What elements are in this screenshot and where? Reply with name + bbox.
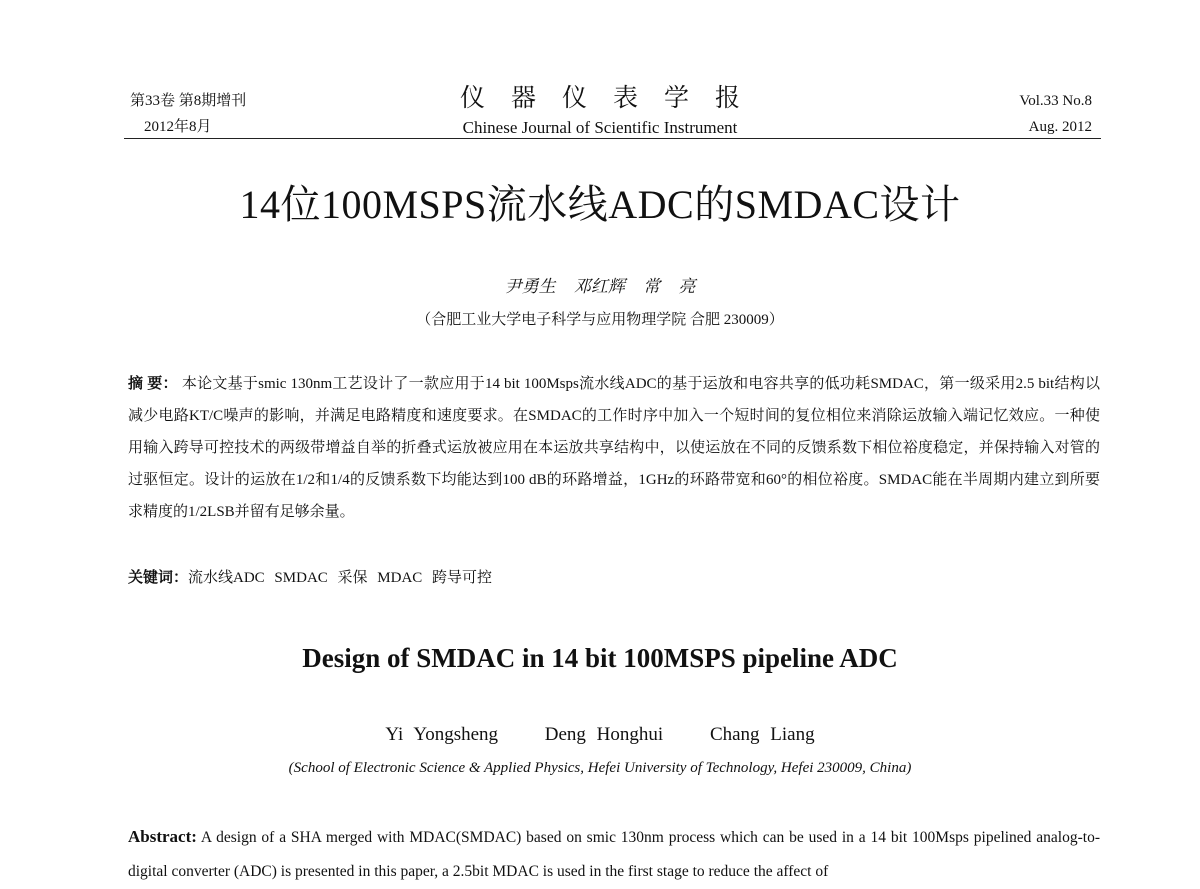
header-volume-en: Vol.33 No.8 xyxy=(1019,93,1092,109)
abstract-label-cn: 摘 要： xyxy=(128,376,178,392)
header-volume-cn: 第33卷 第8期增刊 xyxy=(130,93,247,109)
journal-title-cn: 仪器仪表学报 xyxy=(459,85,766,112)
authors-cn: 尹勇生 邓红辉 常 亮 xyxy=(504,277,696,296)
affiliation-cn: （合肥工业大学电子科学与应用物理学院 合肥 230009） xyxy=(416,312,784,328)
abstract-cn xyxy=(128,368,1100,528)
header-issue-block xyxy=(1019,88,1092,140)
abstract-text-en: A design of a SHA merged with MDAC(SMDAC) based on smic 130nm process which can be used in a 14 bit 100Msps pipelined analog-to-digital converter (ADC) is presented in this paper, a 2.5bit MDAC is used in the first stage to reduce the affect of xyxy=(128,829,1100,880)
affiliation-en: (School of Electronic Science & Applied Physics, Hefei University of Technology, Hefei 230009, China) xyxy=(288,760,912,776)
paper-title-cn: 14位100MSPS流水线ADC的SMDAC设计 xyxy=(239,182,961,227)
paper-title-en: Design of SMDAC in 14 bit 100MSPS pipeline ADC xyxy=(302,643,898,673)
abstract-label-en: Abstract: xyxy=(128,827,197,846)
abstract-en xyxy=(128,820,1100,889)
author-1: Yi Yongsheng xyxy=(385,724,499,745)
header-date-cn: 2012年8月 xyxy=(144,119,212,135)
abstract-text-cn: 本论文基于smic 130nm工艺设计了一款应用于14 bit 100Msps流水线ADC的基于运放和电容共享的低功耗SMDAC，第一级采用2.5 bit结构以减少电路KT/C噪声的影响，并满足电路精度和速度要求。在SMDAC的工作时序中加入一个短时间的复位相位来消除运放输入端记忆效应。一种使用输入跨导可控技术的两级带增益自举的折叠式运放被应用在本运放共享结构中，以使运放在不同的反馈系数下相位裕度稳定，并保持输入对管的过驱恒定。设计的运放在1/2和1/4的反馈系数下均能达到100 dB的环路增益，1GHz的环路带宽和60°的相位裕度。SMDAC能在半周期内建立到所要求精度的1/2LSB并留有足够余量。 xyxy=(128,376,1100,520)
author-2: Deng Honghui xyxy=(544,724,664,745)
journal-title-en: Chinese Journal of Scientific Instrument xyxy=(462,118,738,137)
keywords-label-cn: 关键词： xyxy=(128,570,189,586)
author-3: Chang Liang xyxy=(709,724,815,745)
header-date-en: Aug. 2012 xyxy=(1028,119,1092,135)
keywords-cn xyxy=(128,562,492,594)
keywords-text-cn: 流水线ADC SMDAC 采保 MDAC 跨导可控 xyxy=(188,570,493,586)
authors-en xyxy=(0,724,1200,746)
header-divider xyxy=(124,138,1101,139)
